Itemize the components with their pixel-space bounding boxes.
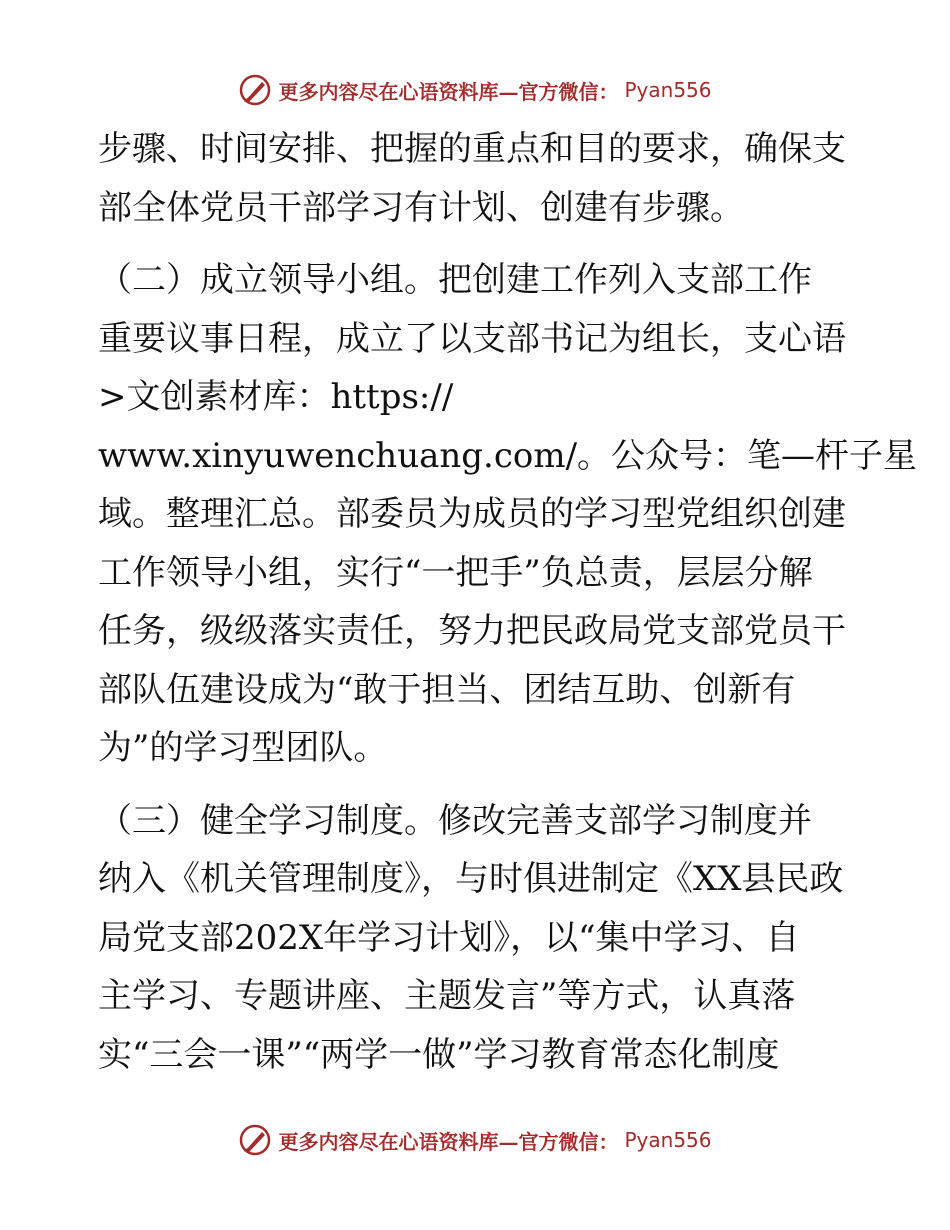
footer-banner-wechat-id: Pyan556: [624, 1128, 712, 1152]
header-banner-text: 更多内容尽在心语资料库—官方微信：: [278, 79, 619, 104]
text-line: www.xinyuwenchuang.com/。公众号：笔—杆子星: [98, 435, 918, 476]
text-line: 任务，级级落实责任，努力把民政局党支部党员干: [98, 611, 846, 651]
header-banner-wechat-id: Pyan556: [624, 78, 712, 102]
paragraph-2: [98, 251, 918, 778]
text-line: 域。整理汇总。部委员为成员的学习型党组织创建: [98, 494, 846, 534]
text-line: （三）健全学习制度。修改完善支部学习制度并: [98, 800, 812, 841]
page-footer-banner: [0, 1120, 950, 1160]
paragraph-3: [98, 792, 868, 1085]
quill-logo-icon: [238, 1123, 272, 1157]
text-line: 主学习、专题讲座、主题发言”等方式，认真落: [98, 976, 796, 1016]
footer-banner-text: 更多内容尽在心语资料库—官方微信：: [278, 1129, 619, 1154]
page-header-banner: [0, 70, 950, 110]
quill-logo-icon: [238, 73, 272, 107]
text-line: 为”的学习型团队。: [98, 728, 388, 768]
text-line: 部队伍建设成为“敢于担当、团结互助、创新有: [98, 669, 796, 710]
text-line: >文创素材库：https://: [98, 377, 454, 417]
paragraph-1: [98, 120, 868, 237]
text-line: 步骤、时间安排、把握的重点和目的要求，确保支: [98, 129, 846, 169]
text-line: 局党支部202X年学习计划》，以“集中学习、自: [98, 917, 800, 958]
text-line: 实“三会一课”“两学一做”学习教育常态化制度: [98, 1034, 780, 1075]
text-line: 纳入《机关管理制度》，与时俱进制定《XX县民政: [98, 859, 844, 899]
document-body: [98, 120, 918, 1084]
text-line: （二）成立领导小组。把创建工作列入支部工作: [98, 260, 812, 300]
text-line: 部全体党员干部学习有计划、创建有步骤。: [98, 187, 744, 228]
text-line: 工作领导小组，实行“一把手”负总责，层层分解: [98, 552, 813, 593]
text-line: 重要议事日程，成立了以支部书记为组长，支心语: [98, 318, 846, 359]
